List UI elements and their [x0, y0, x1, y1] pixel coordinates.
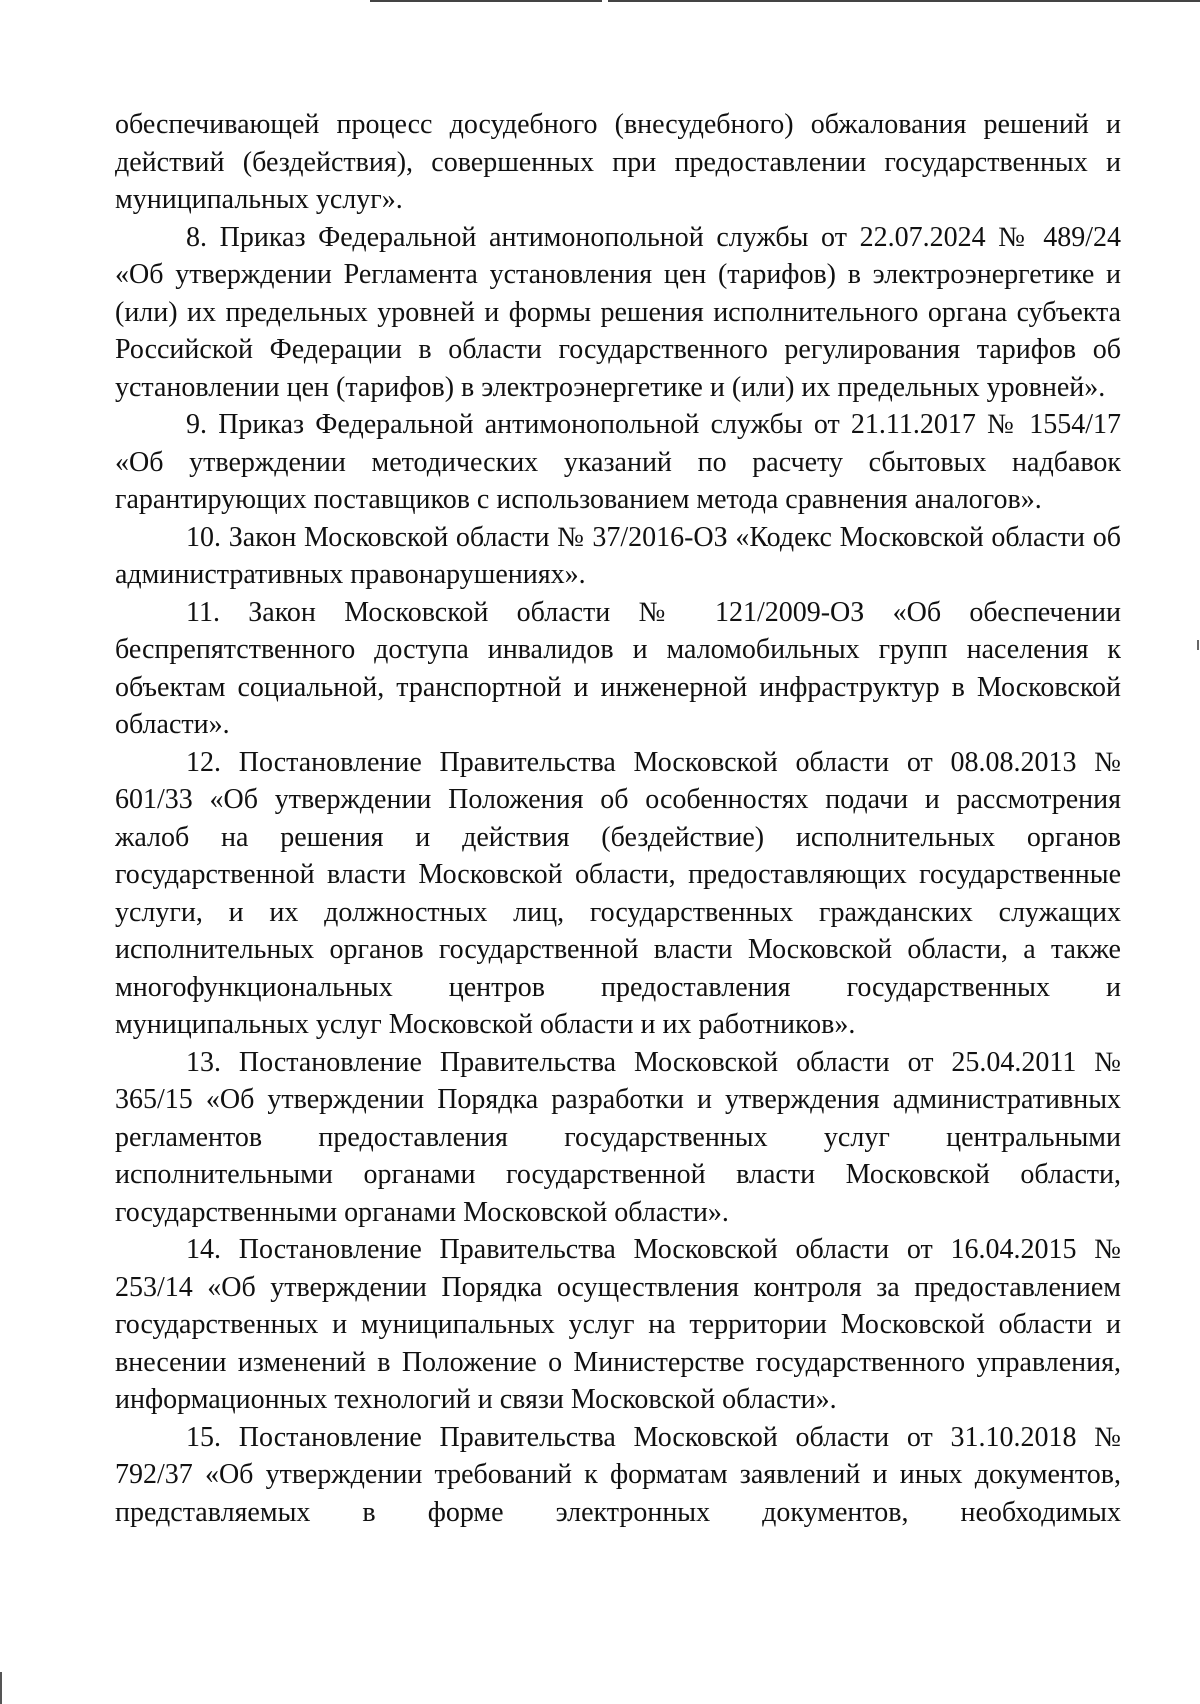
scan-edge-line-top	[370, 0, 1200, 2]
scan-edge-mark-left	[0, 1672, 2, 1704]
paragraph-continuation: обеспечивающей процесс досудебного (внесудебного) обжалования решений и действий (бездействия), совершенных при предоставлении государственных и муниципальных услуг».	[115, 109, 1121, 215]
document-body	[115, 106, 1121, 1531]
list-item-11: 11. Закон Московской области № 121/2009-ОЗ «Об обеспечении беспрепятственного доступа инвалидов и маломобильных групп населения к объектам социальной, транспортной и инженерной инфраструктур в Московской области».	[115, 596, 1121, 740]
scan-edge-mark-right	[1197, 640, 1199, 650]
list-item-8: 8. Приказ Федеральной антимонопольной службы от 22.07.2024 № 489/24 «Об утверждении Регламента установления цен (тарифов) в электроэнергетике и (или) их предельных уровней и формы решения исполнительного органа субъекта Российской Федерации в области государственного регулирования тарифов об установлении цен (тарифов) в электроэнергетике и (или) их предельных уровней».	[115, 221, 1121, 403]
list-item-14: 14. Постановление Правительства Московской области от 16.04.2015 № 253/14 «Об утверждении Порядка осуществления контроля за предоставлением государственных и муниципальных услуг на территории Московской области и внесении изменений в Положение о Министерстве государственного управления, информационных технологий и связи Московской области».	[115, 1234, 1121, 1415]
list-item-13: 13. Постановление Правительства Московской области от 25.04.2011 № 365/15 «Об утверждении Порядка разработки и утверждения административных регламентов предоставления государственных услуг центральными исполнительными органами государственной власти Московской области, государственными органами Московской области».	[115, 1046, 1121, 1228]
scan-edge-gap	[602, 0, 608, 2]
list-item-10: 10. Закон Московской области № 37/2016-ОЗ «Кодекс Московской области об административных правонарушениях».	[115, 521, 1121, 590]
list-item-12: 12. Постановление Правительства Московской области от 08.08.2013 № 601/33 «Об утверждении Положения об особенностях подачи и рассмотрения жалоб на решения и действия (бездействие) исполнительных органов государственной власти Московской области, предоставляющих государственные услуги, и их должностных лиц, государственных гражданских служащих исполнительных органов государственной власти Московской области, а также многофункциональных центров предоставления государственных и муниципальных услуг Московской области и их работников».	[115, 746, 1121, 1040]
list-item-15: 15. Постановление Правительства Московской области от 31.10.2018 № 792/37 «Об утверждении требований к форматам заявлений и иных документов, представляемых в форме электронных документов, необходимых	[115, 1421, 1121, 1528]
list-item-9: 9. Приказ Федеральной антимонопольной службы от 21.11.2017 № 1554/17 «Об утверждении методических указаний по расчету сбытовых надбавок гарантирующих поставщиков с использованием метода сравнения аналогов».	[115, 409, 1121, 515]
